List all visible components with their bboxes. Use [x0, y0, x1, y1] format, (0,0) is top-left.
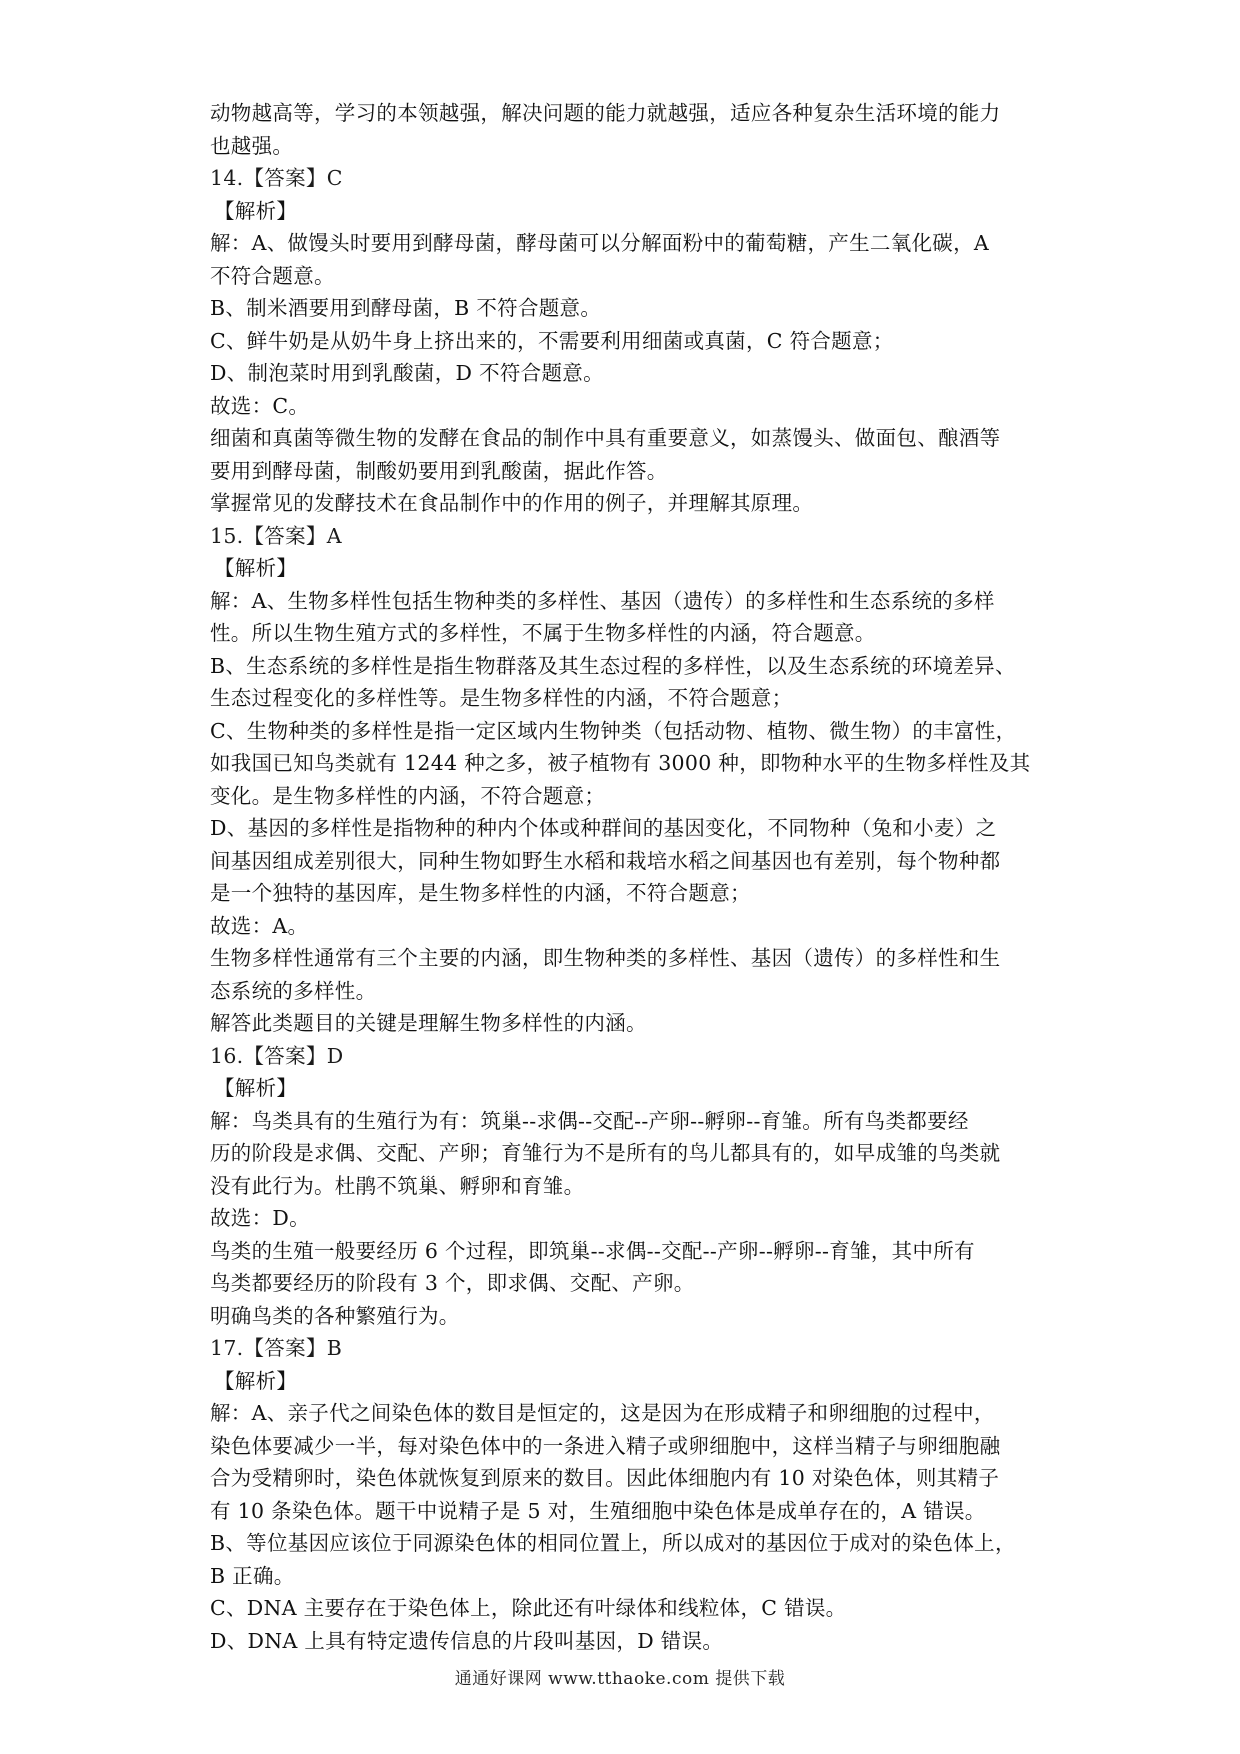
text-line: B、生态系统的多样性是指生物群落及其生态过程的多样性，以及生态系统的环境差异、	[210, 653, 1016, 678]
text-line: 明确鸟类的各种繁殖行为。	[210, 1303, 460, 1328]
text-line: 鸟类的生殖一般要经历 6 个过程，即筑巢--求偶--交配--产卵--孵卵--育雏，其中所有	[210, 1238, 975, 1263]
text-line: 解：A、做馒头时要用到酵母菌，酵母菌可以分解面粉中的葡萄糖，产生二氧化碳，A	[210, 231, 990, 255]
text-line: 态系统的多样性。	[210, 978, 377, 1003]
answer-heading: 15.【答案】A	[210, 523, 342, 548]
text-line: 解：鸟类具有的生殖行为有：筑巢--求偶--交配--产卵--孵卵--育雏。所有鸟类都要经	[210, 1108, 969, 1133]
analysis-heading: 【解析】	[214, 1368, 298, 1393]
text-line: C、生物种类的多样性是指一定区域内生物钟类（包括动物、植物、微生物）的丰富性，	[210, 718, 1017, 743]
text-line: 性。所以生物生殖方式的多样性，不属于生物多样性的内涵，符合题意。	[210, 621, 876, 645]
text-line: 有 10 条染色体。题干中说精子是 5 对，生殖细胞中染色体是成单存在的，A 错误。	[210, 1498, 986, 1523]
text-line: 生物多样性通常有三个主要的内涵，即生物种类的多样性、基因（遗传）的多样性和生	[210, 946, 1001, 970]
text-line: 间基因组成差别很大，同种生物如野生水稻和栽培水稻之间基因也有差别，每个物种都	[210, 848, 1001, 873]
text-line: 细菌和真菌等微生物的发酵在食品的制作中具有重要意义，如蒸馒头、做面包、酿酒等	[210, 426, 1001, 450]
text-line: 动物越高等，学习的本领越强，解决问题的能力就越强，适应各种复杂生活环境的能力	[210, 101, 1001, 125]
text-line: B、等位基因应该位于同源染色体的相同位置上，所以成对的基因位于成对的染色体上，	[210, 1531, 1016, 1555]
text-line: 不符合题意。	[210, 263, 335, 288]
text-line: C、DNA 主要存在于染色体上，除此还有叶绿体和线粒体，C 错误。	[210, 1596, 847, 1620]
text-line: 掌握常见的发酵技术在食品制作中的作用的例子，并理解其原理。	[210, 491, 814, 515]
text-line: 生态过程变化的多样性等。是生物多样性的内涵，不符合题意；	[210, 686, 793, 710]
text-line: 如我国已知鸟类就有 1244 种之多，被子植物有 3000 种，即物种水平的生物多样性及其	[210, 751, 1031, 775]
text-line: 解：A、亲子代之间染色体的数目是恒定的，这是因为在形成精子和卵细胞的过程中，	[210, 1401, 995, 1425]
answer-heading: 16.【答案】D	[210, 1043, 344, 1068]
analysis-heading: 【解析】	[214, 556, 298, 580]
text-line: 染色体要减少一半，每对染色体中的一条进入精子或卵细胞中，这样当精子与卵细胞融	[210, 1433, 1001, 1458]
text-line: D、DNA 上具有特定遗传信息的片段叫基因，D 错误。	[210, 1628, 724, 1653]
text-line: 解：A、生物多样性包括生物种类的多样性、基因（遗传）的多样性和生态系统的多样	[210, 588, 995, 613]
text-line: 故选：A。	[210, 913, 309, 938]
text-line: D、基因的多样性是指物种的种内个体或种群间的基因变化，不同物种（兔和小麦）之	[210, 816, 997, 840]
text-line: 故选：C。	[210, 393, 310, 418]
text-line: 故选：D。	[210, 1206, 310, 1230]
text-line: 没有此行为。杜鹃不筑巢、孵卵和育雏。	[210, 1173, 585, 1198]
text-line: B 正确。	[210, 1563, 295, 1588]
text-line: D、制泡菜时用到乳酸菌，D 不符合题意。	[210, 361, 604, 385]
text-line: 变化。是生物多样性的内涵，不符合题意；	[210, 783, 606, 808]
text-line: 也越强。	[210, 133, 294, 158]
text-line: 要用到酵母菌，制酸奶要用到乳酸菌，据此作答。	[210, 458, 668, 483]
analysis-heading: 【解析】	[214, 1076, 298, 1100]
text-line: 历的阶段是求偶、交配、产卵；育雏行为不是所有的鸟儿都具有的，如早成雏的鸟类就	[210, 1141, 1001, 1165]
text-line: C、鲜牛奶是从奶牛身上挤出来的，不需要利用细菌或真菌，C 符合题意；	[210, 328, 894, 353]
text-line: 合为受精卵时，染色体就恢复到原来的数目。因此体细胞内有 10 对染色体，则其精子	[210, 1466, 1000, 1490]
text-line: 鸟类都要经历的阶段有 3 个，即求偶、交配、产卵。	[210, 1271, 695, 1295]
answer-heading: 17.【答案】B	[210, 1336, 343, 1360]
text-line: B、制米酒要用到酵母菌，B 不符合题意。	[210, 296, 602, 320]
text-line: 解答此类题目的关键是理解生物多样性的内涵。	[210, 1011, 647, 1035]
analysis-heading: 【解析】	[214, 198, 298, 223]
page-footer: 通通好课网 www.tthaoke.com 提供下载	[454, 1669, 786, 1689]
text-line: 是一个独特的基因库，是生物多样性的内涵，不符合题意；	[210, 881, 751, 905]
document-body	[210, 97, 1040, 1657]
answer-heading: 14.【答案】C	[210, 166, 343, 190]
